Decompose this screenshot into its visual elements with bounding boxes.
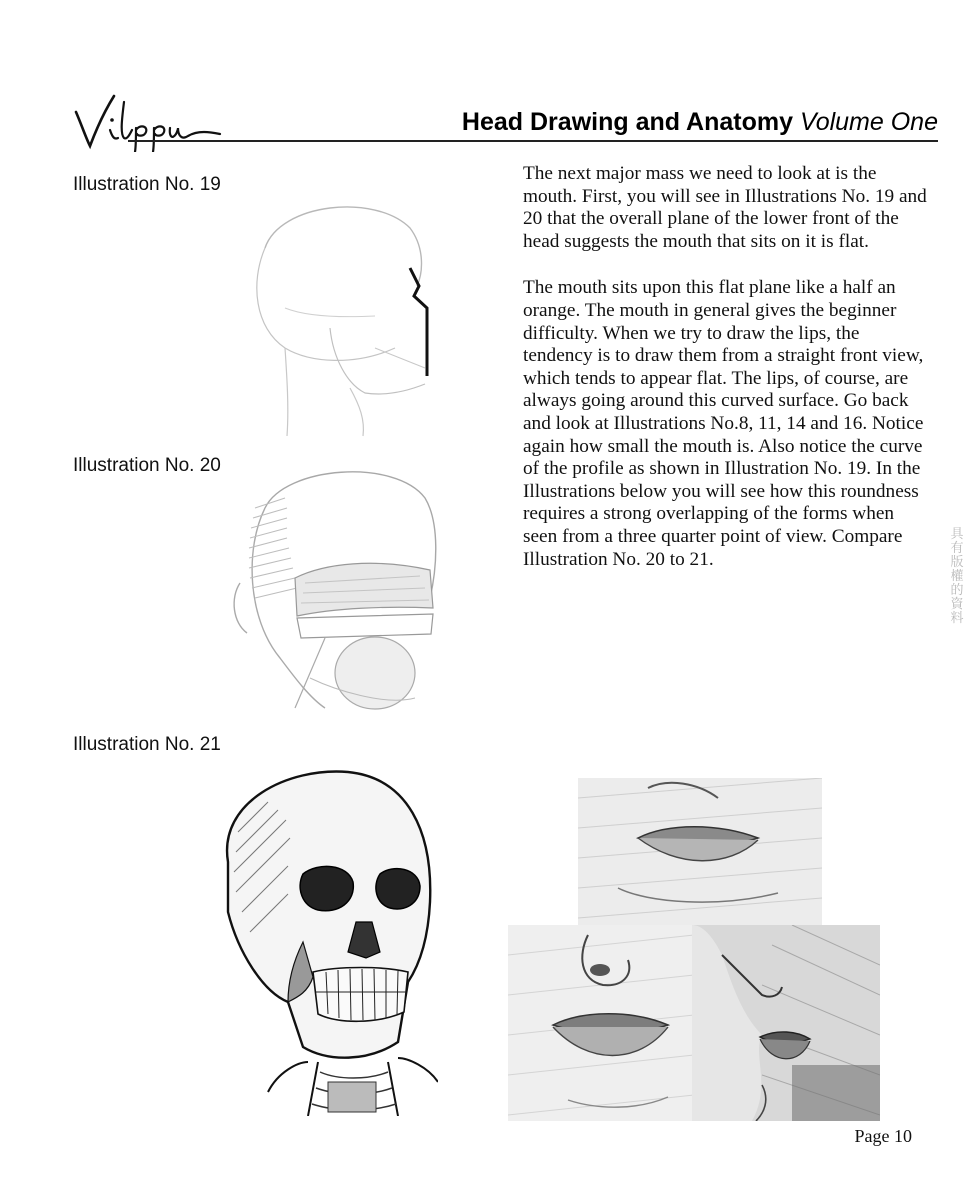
vilppu-signature-logo xyxy=(70,90,240,152)
page-number: Page 10 xyxy=(854,1126,912,1146)
caption-illustration-20: Illustration No. 20 xyxy=(73,455,221,476)
book-title: Head Drawing and Anatomy xyxy=(461,108,793,136)
caption-illustration-21: Illustration No. 21 xyxy=(73,734,221,755)
volume-label: Volume One xyxy=(799,108,938,136)
copyright-watermark: 具有版權的資料 xyxy=(950,527,964,626)
illustration-19-head-profile xyxy=(225,188,465,440)
lip-study-right-drawing xyxy=(692,925,880,1121)
body-text xyxy=(523,163,933,595)
illustration-20-head-planes xyxy=(225,458,465,720)
paragraph-2: The mouth sits upon this flat plane like a half an orange. The mouth in general gives the beginner difficulty. When we try to draw the lips, the tendency is to draw them from a straight front view, which tends to appear flat. The lips, of course, are always going around this curved surface. Go back and look at Illustrations No.8, 11, 14 and 16. Notice again how small the mouth is. Also notice the curve of the profile as shown in Illustration No. 19. In the Illustrations below you will see how this roundness requires a strong overlapping of the forms when seen from a three quarter point of view. Compare Illustration No. 20 to 21. xyxy=(523,277,924,570)
lip-study-left-drawing xyxy=(508,925,694,1121)
header-title xyxy=(462,108,938,137)
illustration-21-skull-drawing xyxy=(208,762,438,1116)
header-rule xyxy=(128,140,938,142)
paragraph-1: The next major mass we need to look at is the mouth. First, you will see in Illustrations No. 19 and 20 that the overall plane of the lower front of the head suggests the mouth that sits on it is flat. xyxy=(523,163,927,252)
caption-illustration-19: Illustration No. 19 xyxy=(73,174,221,195)
lip-study-top-drawing xyxy=(578,778,822,926)
